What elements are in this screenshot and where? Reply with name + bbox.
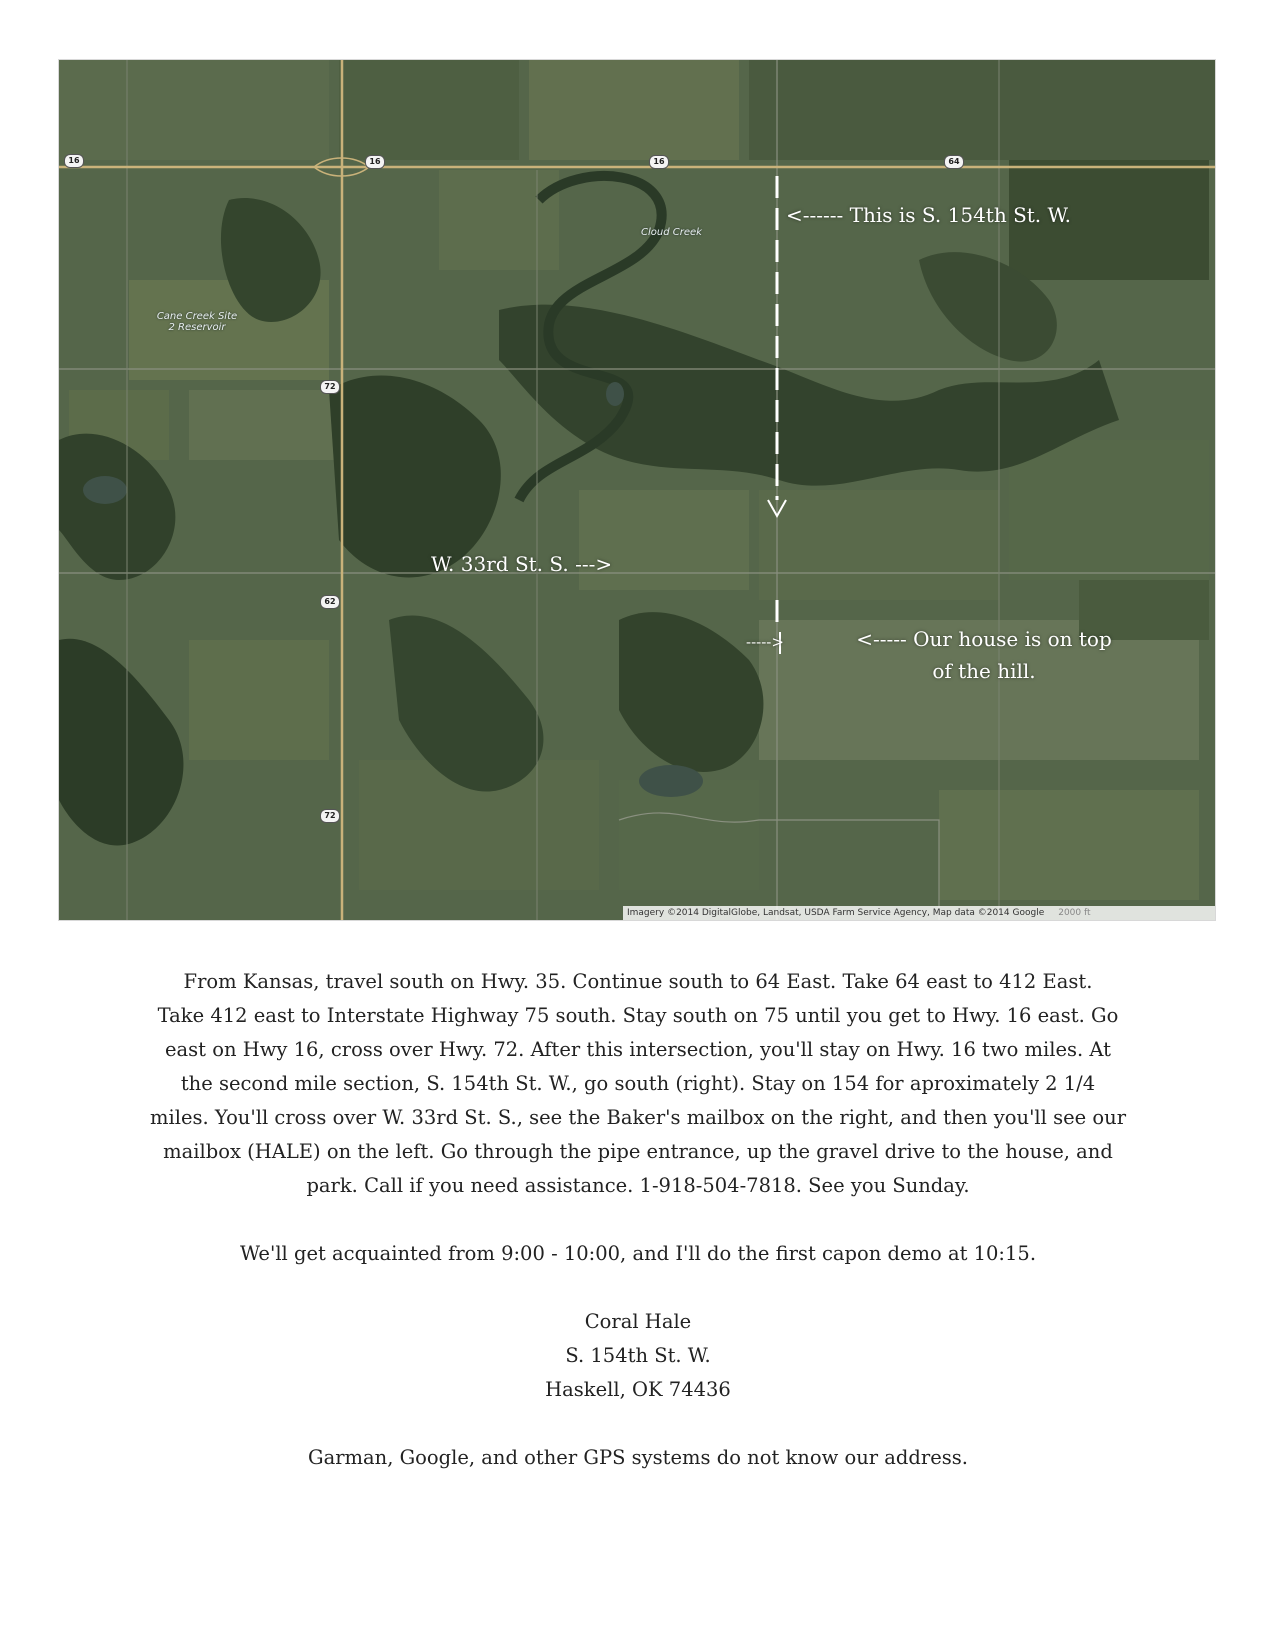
directions-line: park. Call if you need assistance. 1-918-504-7818. See you Sunday. (306, 1174, 970, 1197)
hwy-62-shield: 62 (320, 595, 340, 609)
gps-note-text: Garman, Google, and other GPS systems do not know our address. (308, 1446, 968, 1469)
house-annotation (851, 623, 1117, 687)
address-street: S. 154th St. W. (565, 1344, 711, 1367)
address-block (60, 1305, 1216, 1407)
directions-line: the second mile section, S. 154th St. W., go south (right). Stay on 154 for aproximately 2 1/4 (180, 1072, 1096, 1095)
mailbox-arrow-annotation: -----> (746, 633, 784, 651)
attribution-text: Imagery ©2014 DigitalGlobe, Landsat, USDA Farm Service Agency, Map data ©2014 Google (627, 908, 1045, 918)
directions-line: From Kansas, travel south on Hwy. 35. Continue south to 64 East. Take 64 east to 412 East. (183, 970, 1093, 993)
directions-paragraph (60, 965, 1216, 1203)
hwy-72-shield-north: 72 (320, 380, 340, 394)
hwy-16-shield-west: 16 (64, 154, 84, 168)
address-city: Haskell, OK 74436 (545, 1378, 731, 1401)
map-attribution (623, 906, 1215, 920)
hwy-64-shield: 64 (944, 155, 964, 169)
schedule-text: We'll get acquainted from 9:00 - 10:00, and I'll do the first capon demo at 10:15. (239, 1242, 1037, 1265)
reservoir-label-line2: 2 Reservoir (168, 322, 226, 333)
satellite-map (58, 59, 1216, 921)
directions-line: Take 412 east to Interstate Highway 75 south. Stay south on 75 until you get to Hwy. 16 east. Go (157, 1004, 1119, 1027)
hwy-72-shield-south: 72 (320, 809, 340, 823)
directions-line: east on Hwy 16, cross over Hwy. 72. After this intersection, you'll stay on Hwy. 16 two miles. At (165, 1038, 1111, 1061)
map-imagery (59, 60, 1216, 921)
scale-label: 2000 ft (1058, 908, 1091, 918)
house-annotation-line2: of the hill. (932, 659, 1036, 683)
address-name: Coral Hale (584, 1310, 692, 1333)
reservoir-label (155, 311, 239, 333)
road-33rd-annotation: W. 33rd St. S. ---> (431, 552, 613, 576)
cloud-creek-label: Cloud Creek (641, 227, 702, 238)
house-annotation-line1: <----- Our house is on top (856, 627, 1112, 651)
hwy-16-shield-center: 16 (365, 155, 385, 169)
reservoir-label-line1: Cane Creek Site (156, 311, 238, 322)
gps-note (60, 1441, 1216, 1475)
schedule-note (60, 1237, 1216, 1271)
hwy-16-shield-east: 16 (649, 155, 669, 169)
road-154th-annotation: <------ This is S. 154th St. W. (786, 203, 1071, 227)
directions-line: miles. You'll cross over W. 33rd St. S., see the Baker's mailbox on the right, and then you'll see our (149, 1106, 1127, 1129)
directions-line: mailbox (HALE) on the left. Go through the pipe entrance, up the gravel drive to the house, and (163, 1140, 1113, 1163)
